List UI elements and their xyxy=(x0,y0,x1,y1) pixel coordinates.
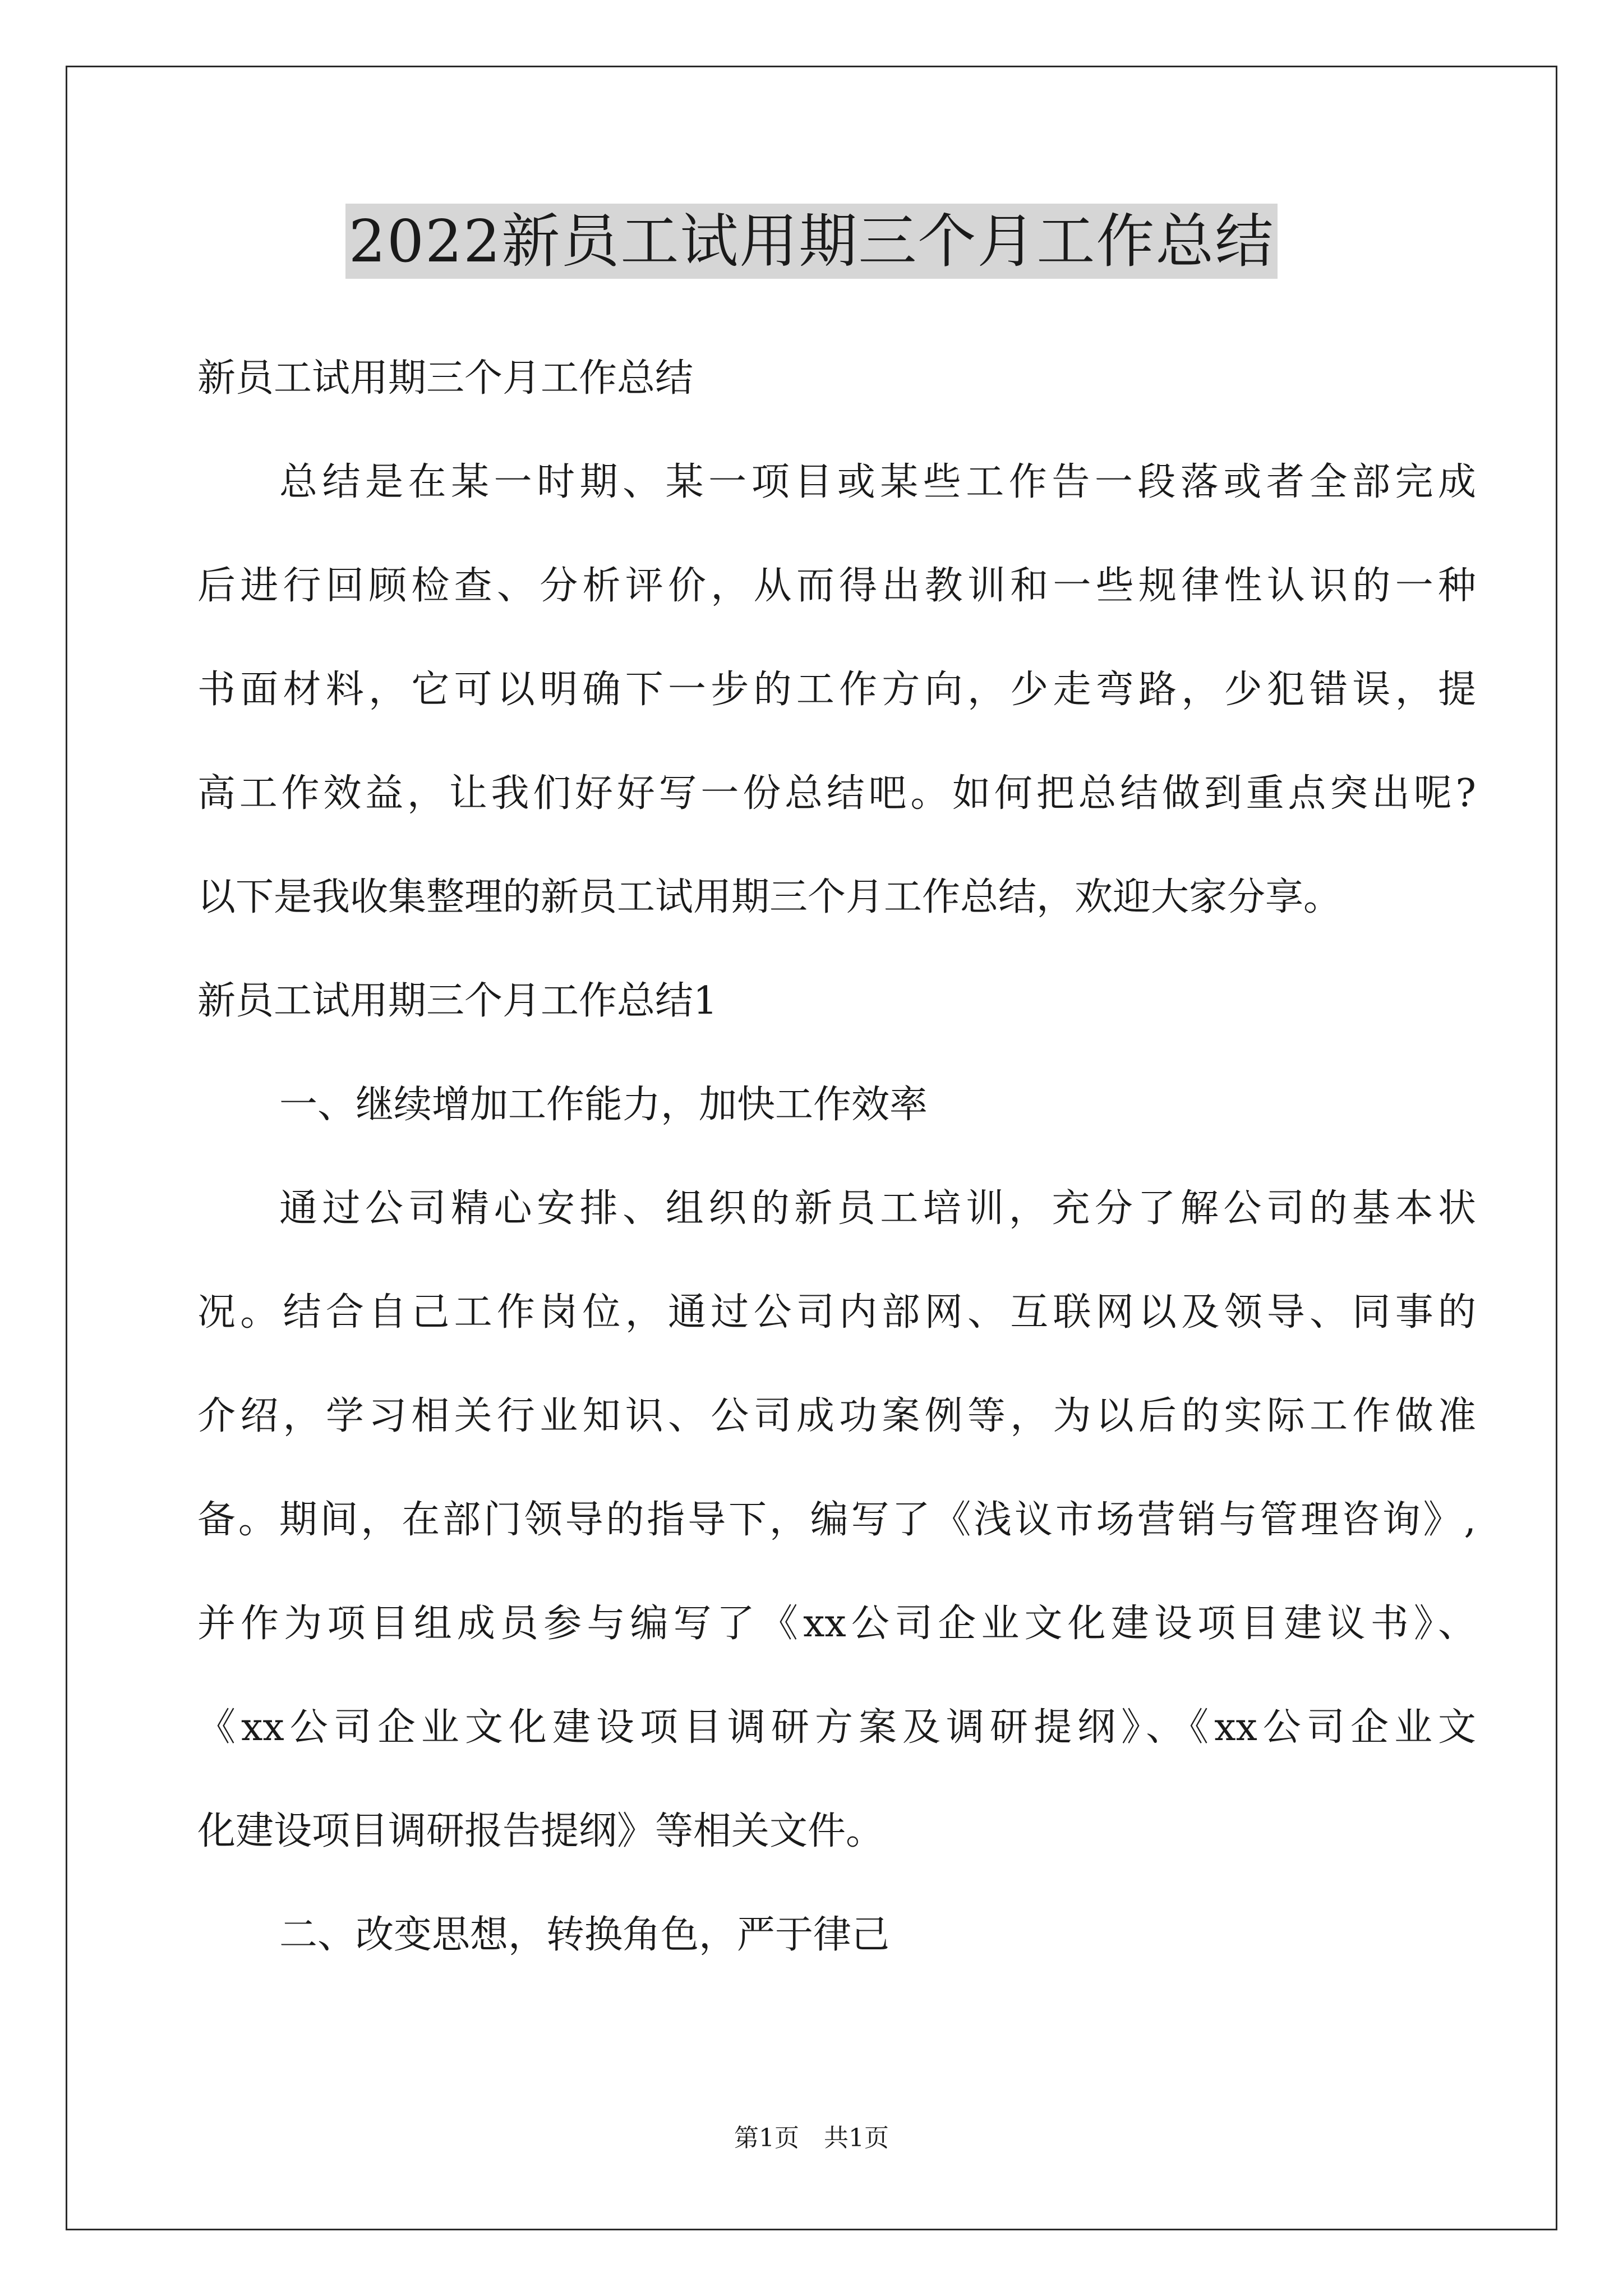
paragraph-line: 总结是在某一时期、某一项目或某些工作告一段落或者全部完成 xyxy=(279,460,1476,504)
paragraph-line: 《xx公司企业文化建设项目调研方案及调研提纲》、《xx公司企业文 xyxy=(197,1705,1476,1750)
paragraph-line: 后进行回顾检查、分析评价，从而得出教训和一些规律性认识的一种 xyxy=(197,564,1476,608)
document-title-text: 2022新员工试用期三个月工作总结 xyxy=(345,204,1278,279)
paragraph-line: 备。期间，在部门领导的指导下，编写了《浅议市场营销与管理咨询》, xyxy=(197,1498,1476,1542)
paragraph-line: 通过公司精心安排、组织的新员工培训，充分了解公司的基本状 xyxy=(279,1186,1476,1231)
paragraph-line: 况。结合自己工作岗位，通过公司内部网、互联网以及领导、同事的 xyxy=(197,1290,1476,1335)
subtitle-line: 新员工试用期三个月工作总结 xyxy=(197,356,694,401)
paragraph-line: 并作为项目组成员参与编写了《xx公司企业文化建设项目建议书》、 xyxy=(197,1602,1476,1646)
paragraph-line: 介绍，学习相关行业知识、公司成功案例等，为以后的实际工作做准 xyxy=(197,1394,1476,1438)
paragraph-line: 高工作效益，让我们好好写一份总结吧。如何把总结做到重点突出呢? xyxy=(197,771,1476,816)
document-title xyxy=(0,202,1623,280)
subsection-heading: 一、继续增加工作能力，加快工作效率 xyxy=(279,1083,928,1127)
subsection-heading: 二、改变思想，转换角色，严于律己 xyxy=(279,1913,890,1957)
paragraph-line: 以下是我收集整理的新员工试用期三个月工作总结，欢迎大家分享。 xyxy=(197,875,1342,919)
paragraph-line: 书面材料，它可以明确下一步的工作方向，少走弯路，少犯错误，提 xyxy=(197,668,1476,712)
paragraph-line: 化建设项目调研报告提纲》等相关文件。 xyxy=(197,1809,884,1853)
page-number: 第1页 共1页 xyxy=(734,2124,889,2152)
section-heading: 新员工试用期三个月工作总结1 xyxy=(197,979,718,1023)
